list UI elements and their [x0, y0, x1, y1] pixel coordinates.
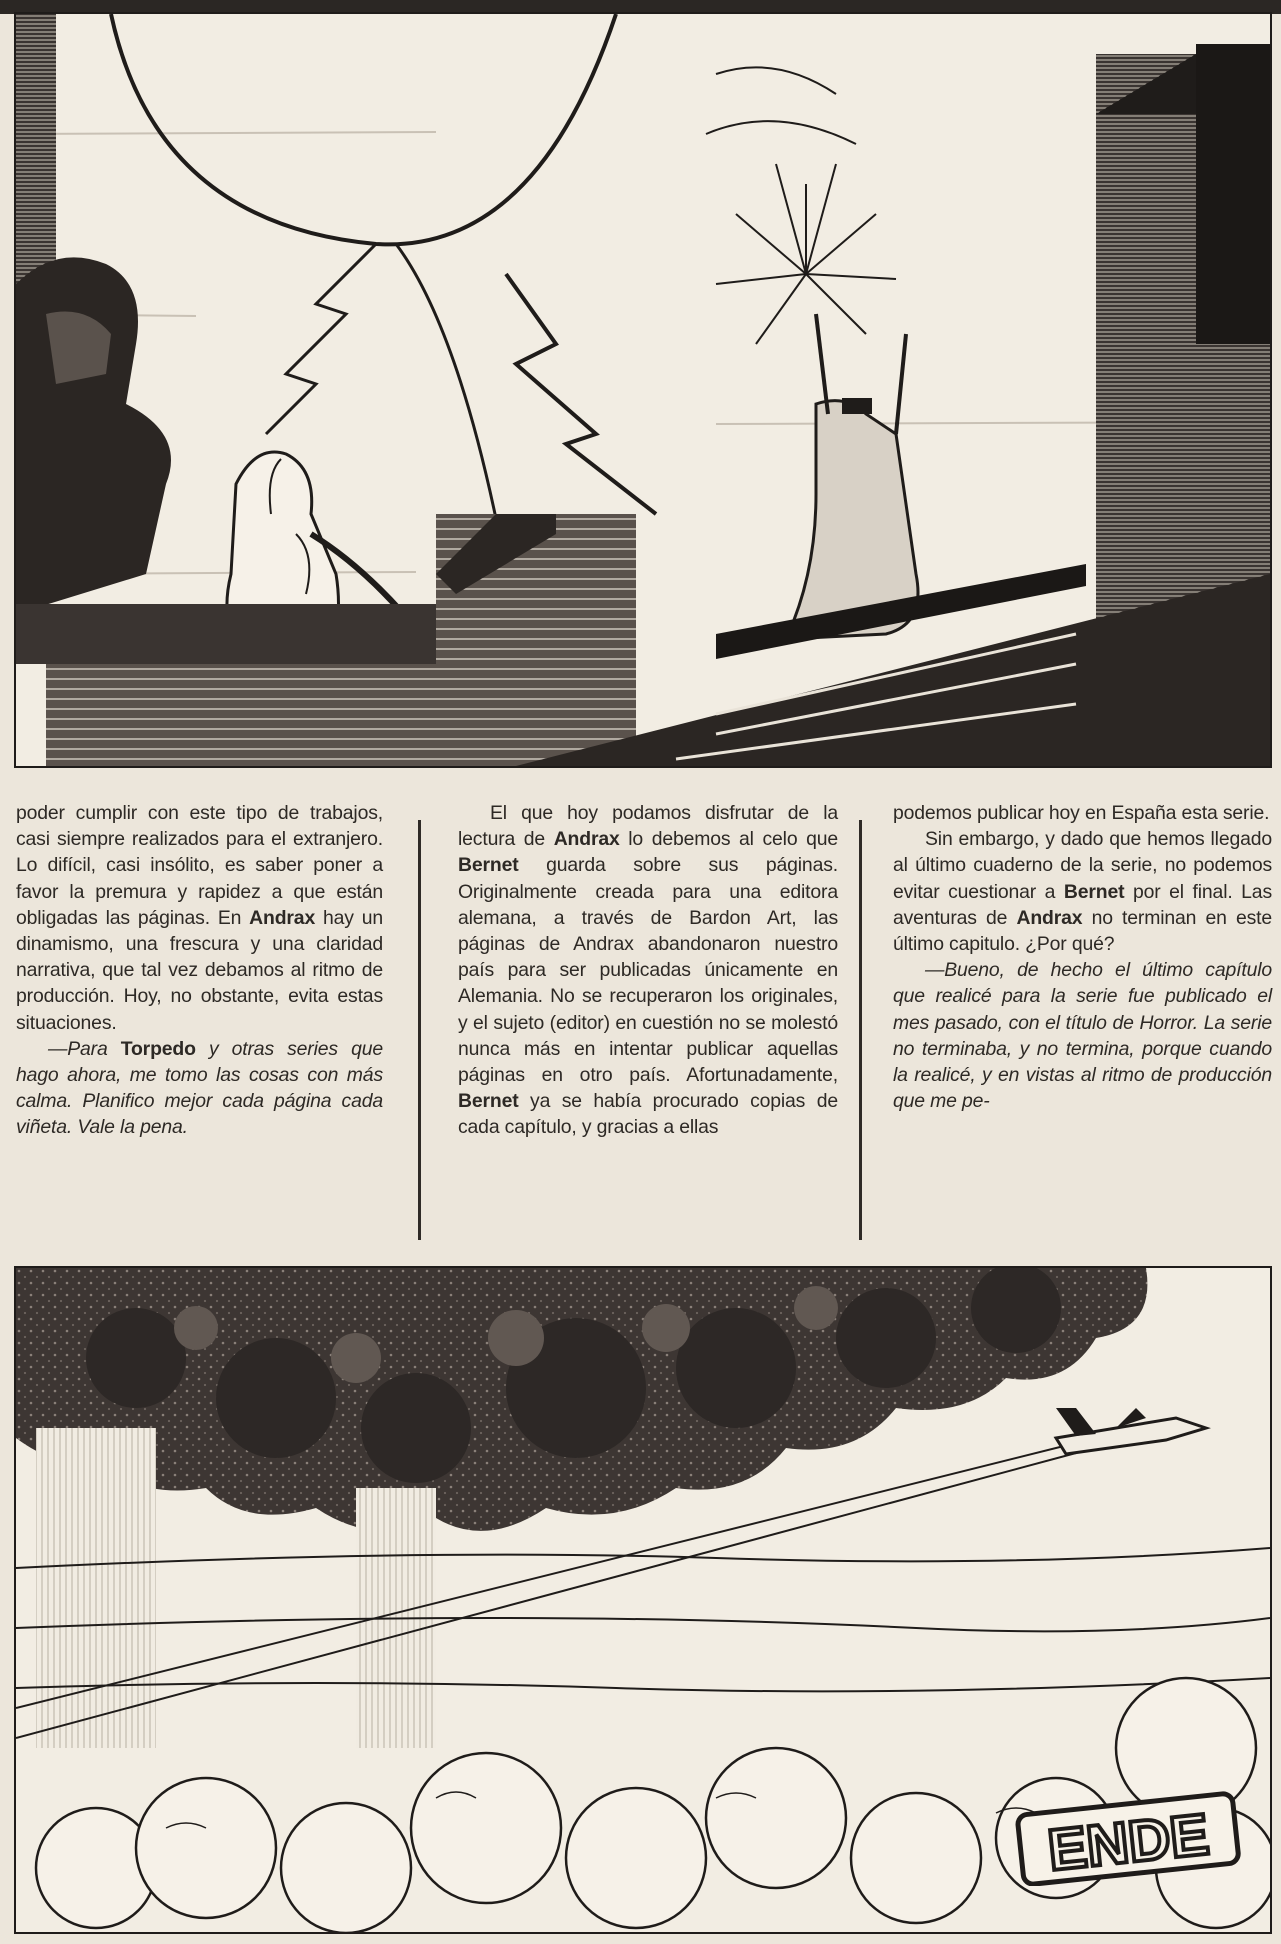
text-column-2 — [458, 800, 838, 1141]
text-run: Sin embargo, y dado que hemos llegado al último cuaderno de la serie, no podemos evitar cuestionar a — [893, 828, 1272, 903]
name-andrax: Andrax — [249, 906, 316, 929]
text-run: y otras series que hago ahora, me tomo las cosas con más calma. Planifico mejor cada página cada viñeta. Vale la pena. — [16, 1037, 383, 1139]
text-column-3 — [893, 800, 1272, 1114]
name-bernet: Bernet — [458, 854, 519, 877]
column-3-paragraph-3: —Bueno, de hecho el último capítulo que realicé para la serie fue publicado el mes pasado, con el título de Horror. La serie no terminaba, y no termina, porque cuando la realicé, y en vistas al ritmo de producción que me pe- — [893, 959, 1272, 1113]
text-run: —Para — [48, 1037, 121, 1060]
column-3-paragraph-2 — [893, 826, 1272, 957]
name-bernet: Bernet — [1063, 880, 1125, 903]
column-divider-1 — [418, 820, 421, 1240]
column-2-paragraph-1 — [458, 800, 838, 1141]
text-run: hay un dinamismo, una frescura y una claridad narrativa, que tal vez debamos al ritmo de producción. Hoy, no obstante, evita estas situaciones. — [16, 906, 383, 1034]
text-run: guarda sobre sus páginas. Originalmente creada para una editora alemana, a través de Bardon Art, las páginas de Andrax abandonaron nuestro país para ser publicadas únicamente en Alemania. No se recuperaron los originales, y el sujeto (editor) en cuestión no se molestó nunca más en intentar publicar aquellas páginas en otro país. Afortunadamente, — [458, 854, 838, 1087]
text-run: por el final. Las aventuras de — [893, 880, 1272, 929]
text-column-1 — [16, 800, 383, 1141]
column-1-paragraph-1 — [16, 800, 383, 1036]
name-andrax: Andrax — [1016, 906, 1083, 929]
text-run: ya se había procurado copias de cada capítulo, y gracias a ellas — [458, 1090, 838, 1139]
text-run: no terminan en este último capitulo. ¿Por qué? — [893, 906, 1272, 956]
name-bernet: Bernet — [458, 1090, 519, 1113]
column-divider-2 — [859, 820, 862, 1240]
article-columns — [16, 800, 1272, 1245]
ende-logo — [1012, 1790, 1244, 1886]
ende-lettering: ENDE — [1044, 1801, 1213, 1884]
column-3-paragraph-1: podemos publicar hoy en España esta serie. — [893, 802, 1270, 824]
name-torpedo: Torpedo — [120, 1037, 196, 1060]
name-andrax: Andrax — [553, 828, 620, 851]
text-run: poder cumplir con este tipo de trabajos, casi siempre realizados para el extranjero. Lo difícil, casi insólito, es saber poner a favor la premura y rapidez a que están obligadas las páginas. En — [16, 802, 383, 929]
text-run: El que hoy podamos disfrutar de la lectura de — [458, 802, 838, 851]
comic-panel-top — [14, 12, 1272, 768]
comic-panel-top-artwork — [16, 14, 1270, 766]
text-run: lo debemos al celo que — [619, 828, 838, 851]
column-1-paragraph-2 — [16, 1036, 383, 1141]
